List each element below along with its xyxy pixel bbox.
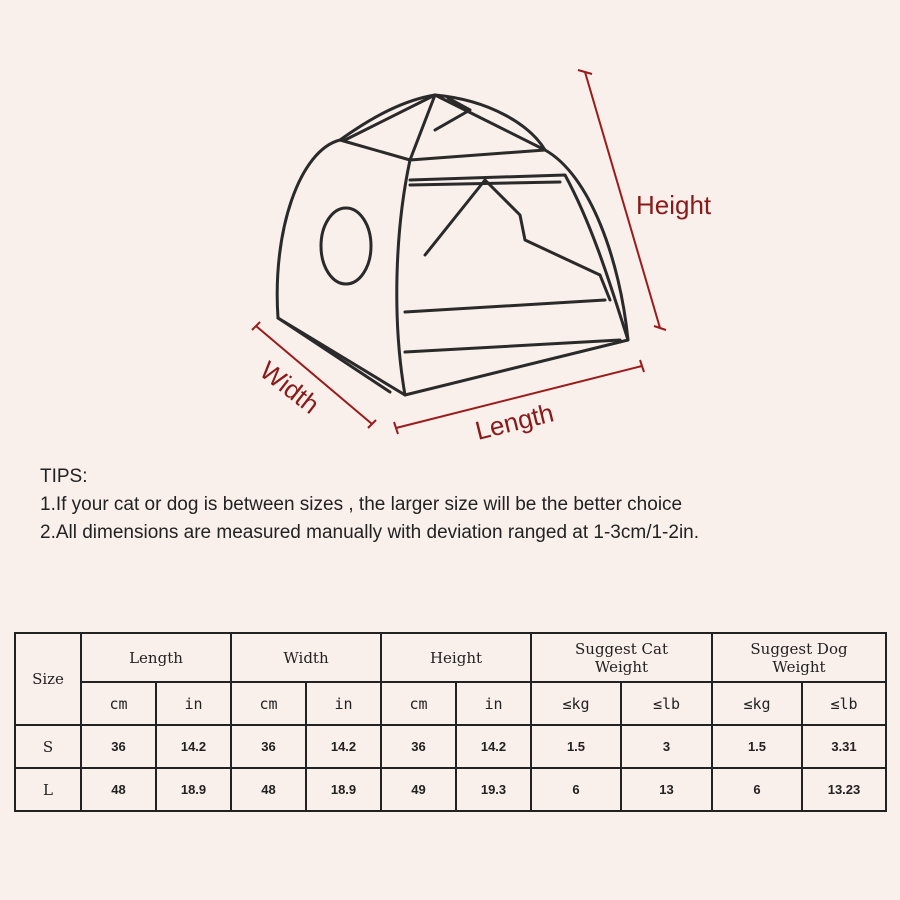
length-label: Length [472,397,557,446]
value-cell: 36 [231,725,306,768]
unit-cell: ≤lb [802,682,886,725]
size-cell: L [15,768,81,811]
value-cell: 3.31 [802,725,886,768]
dimension-lines [252,70,666,434]
size-cell: S [15,725,81,768]
value-cell: 3 [621,725,712,768]
width-header: Width [231,633,381,682]
unit-cell: in [306,682,381,725]
unit-cell: cm [381,682,456,725]
dog-weight-header [712,633,886,682]
unit-cell: in [456,682,531,725]
tent-outline [277,95,628,395]
value-cell: 36 [381,725,456,768]
unit-cell: ≤lb [621,682,712,725]
unit-cell: ≤kg [531,682,621,725]
value-cell: 49 [381,768,456,811]
value-cell: 48 [81,768,156,811]
value-cell: 6 [531,768,621,811]
value-cell: 18.9 [156,768,231,811]
value-cell: 36 [81,725,156,768]
size-header: Size [15,633,81,725]
height-header: Height [381,633,531,682]
value-cell: 6 [712,768,802,811]
value-cell: 14.2 [156,725,231,768]
value-cell: 18.9 [306,768,381,811]
value-cell: 13.23 [802,768,886,811]
table-unit-row [15,682,886,725]
value-cell: 14.2 [306,725,381,768]
tip-line-2: 2.All dimensions are measured manually with deviation ranged at 1-3cm/1-2in. [40,522,700,543]
cat-weight-header-line2: Weight [594,657,649,676]
value-cell: 1.5 [712,725,802,768]
value-cell: 19.3 [456,768,531,811]
table-header-row [15,633,886,682]
cat-weight-header-line1: Suggest Cat [575,639,668,658]
tips-heading: TIPS: [40,466,88,487]
width-label: Width [254,355,326,420]
dog-weight-header-line2: Weight [772,657,826,676]
length-header: Length [81,633,231,682]
dog-weight-header-line1: Suggest Dog [750,639,848,658]
tips-section [40,463,699,547]
cat-weight-header [531,633,712,682]
value-cell: 1.5 [531,725,621,768]
unit-cell: cm [81,682,156,725]
value-cell: 14.2 [456,725,531,768]
value-cell: 13 [621,768,712,811]
unit-cell: in [156,682,231,725]
size-chart-table [14,632,887,812]
tip-line-1: 1.If your cat or dog is between sizes , the larger size will be the better choice [40,494,683,515]
height-label: Height [636,190,712,220]
unit-cell: ≤kg [712,682,802,725]
table-row [15,725,886,768]
value-cell: 48 [231,768,306,811]
unit-cell: cm [231,682,306,725]
table-row [15,768,886,811]
